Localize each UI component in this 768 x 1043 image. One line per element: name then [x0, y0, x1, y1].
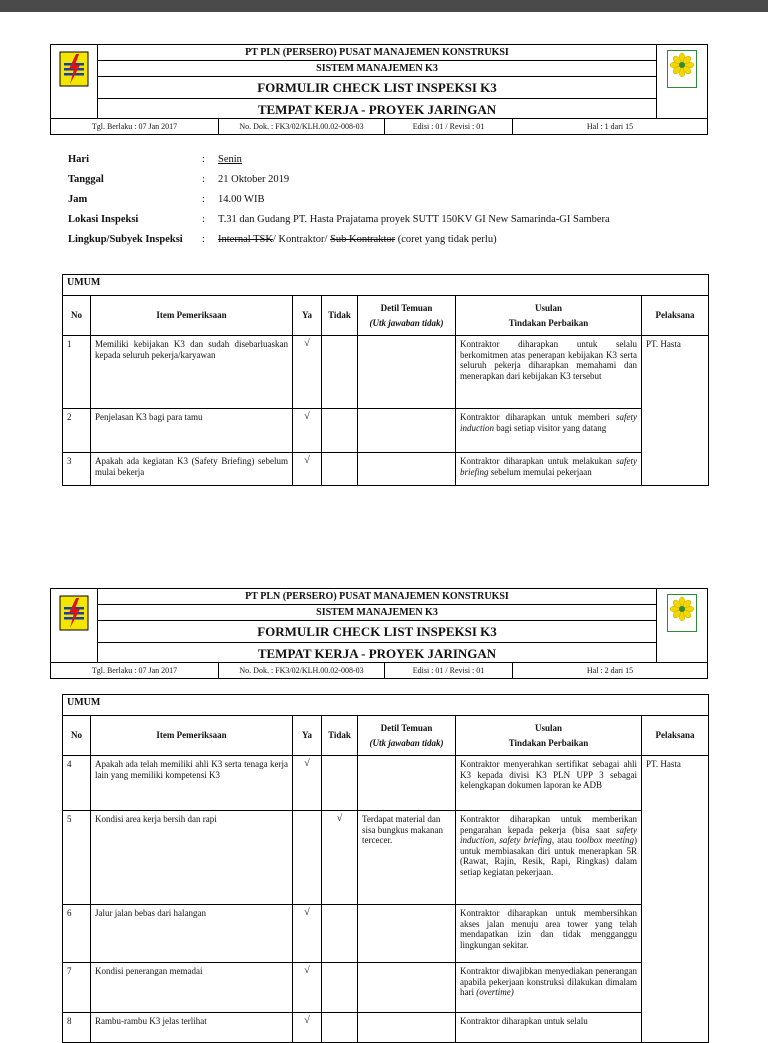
- row-item: Jalur jalan bebas dari halangan: [91, 905, 293, 963]
- header-edisi: Edisi : 01 / Revisi : 01: [385, 119, 513, 134]
- row-detil: [358, 409, 456, 453]
- row-usulan: [456, 453, 642, 486]
- row-no: 8: [63, 1013, 91, 1043]
- row-detil: [358, 756, 456, 811]
- row-no: 1: [63, 336, 91, 409]
- row-ya-check: √: [293, 963, 322, 1013]
- pln-logo: [51, 589, 98, 662]
- info-row-lokasi: [68, 210, 610, 230]
- colon: :: [202, 214, 205, 225]
- row-ya-check: √: [293, 336, 322, 409]
- row-ya-check: √: [293, 453, 322, 486]
- row-no: 5: [63, 811, 91, 905]
- header-hal: Hal : 2 dari 15: [586, 666, 634, 675]
- lingkup-kontraktor: / Kontraktor/: [272, 234, 331, 245]
- row-ya: [293, 811, 322, 905]
- colon: :: [202, 194, 205, 205]
- col-no: No: [63, 716, 91, 756]
- row-usulan: Kontraktor diharapkan untuk membersihkan akses jalan menuju area tower yang telah mendapatkan izin dan tidak mengganggu lingkungan sekitar.: [456, 905, 642, 963]
- row-usulan: Kontraktor diharapkan untuk selalu: [456, 1013, 642, 1043]
- row-tidak: [322, 963, 358, 1013]
- row-no: 6: [63, 905, 91, 963]
- hari-label: Hari: [68, 154, 89, 165]
- usulan-italic: safety induction: [460, 412, 637, 433]
- col-tidak: Tidak: [322, 716, 358, 756]
- colon: :: [202, 154, 205, 165]
- table-row: [63, 1013, 709, 1043]
- hari-value: Senin: [218, 154, 242, 165]
- table-row: [63, 811, 709, 905]
- document-header-page1: [50, 44, 708, 135]
- row-pelaksana: PT. Hasta: [642, 336, 709, 486]
- usulan-italic: safety briefing: [460, 456, 637, 477]
- row-item: Kondisi area kerja bersih dan rapi: [91, 811, 293, 905]
- usulan-italic: (overtime): [476, 987, 514, 997]
- col-usulan-label: Usulan: [534, 723, 562, 733]
- header-org: PT PLN (PERSERO) PUSAT MANAJEMEN KONSTRUKSI: [98, 589, 656, 605]
- row-ya-check: √: [293, 1013, 322, 1043]
- section-row: [63, 275, 709, 296]
- row-tidak: [322, 336, 358, 409]
- col-usulan-sub: Tindakan Perbaikan: [508, 317, 589, 328]
- row-detil: [358, 963, 456, 1013]
- col-ya: Ya: [293, 716, 322, 756]
- header-form-title: FORMULIR CHECK LIST INSPEKSI K3: [98, 77, 656, 99]
- info-row-hari: [68, 150, 610, 170]
- colon: :: [202, 234, 205, 245]
- usulan-text: Kontraktor diharapkan untuk melakukan: [460, 456, 616, 466]
- smk3-logo: [656, 589, 707, 662]
- row-no: 7: [63, 963, 91, 1013]
- usulan-text: Kontraktor diwajibkan menyediakan penerangan apabila pekerjaan konstruksi dilakukan dimalam hari: [460, 966, 637, 997]
- usulan-text: Kontraktor diharapkan untuk memberi: [460, 412, 616, 422]
- column-header-row: [63, 716, 709, 756]
- tanggal-value: 21 Oktober 2019: [218, 174, 290, 185]
- tanggal-label: Tanggal: [68, 174, 104, 185]
- row-item: Apakah ada telah memiliki ahli K3 serta tenaga kerja lain yang memiliki kompetensi K3: [91, 756, 293, 811]
- row-tidak-check: √: [322, 811, 358, 905]
- col-detil: [358, 296, 456, 336]
- row-usulan: Kontraktor menyerahkan sertifikat sebagai ahli K3 kepada divisi K3 PLN UPP 3 sebagai kelengkapan dokumen laporan ke ADB: [456, 756, 642, 811]
- document-header-page2: [50, 588, 708, 679]
- row-ya-check: √: [293, 905, 322, 963]
- col-tidak: Tidak: [322, 296, 358, 336]
- inspection-info: [68, 150, 610, 250]
- header-edisi: Edisi : 01 / Revisi : 01: [385, 663, 513, 678]
- lokasi-value: T.31 dan Gudang PT. Hasta Prajatama proyek SUTT 150KV GI New Samarinda-GI Sambera: [218, 214, 610, 225]
- lingkup-label: Lingkup/Subyek Inspeksi: [68, 234, 183, 245]
- pln-logo: [51, 45, 98, 118]
- col-ya: Ya: [293, 296, 322, 336]
- row-item: Penjelasan K3 bagi para tamu: [91, 409, 293, 453]
- usulan-italic: toolbox meeting: [575, 835, 634, 845]
- header-location-title: TEMPAT KERJA - PROYEK JARINGAN: [257, 646, 497, 661]
- usulan-text: atau: [554, 835, 576, 845]
- row-tidak: [322, 409, 358, 453]
- col-usulan-sub: Tindakan Perbaikan: [508, 737, 589, 748]
- header-system: SISTEM MANAJEMEN K3: [98, 61, 656, 77]
- lingkup-sub-struck: Sub Kontraktor: [330, 234, 396, 245]
- col-usulan-label: Usulan: [534, 303, 562, 313]
- row-usulan: [456, 811, 642, 905]
- lokasi-label: Lokasi Inspeksi: [68, 214, 139, 225]
- row-item: Apakah ada kegiatan K3 (Safety Briefing) sebelum mulai bekerja: [91, 453, 293, 486]
- row-detil: [358, 453, 456, 486]
- info-row-lingkup: [68, 230, 610, 250]
- pln-logo-icon: [59, 595, 89, 631]
- col-detil: [358, 716, 456, 756]
- checklist-table-page2: [62, 694, 709, 1043]
- section-umum: UMUM: [63, 275, 709, 296]
- header-tgl-berlaku: Tgl. Berlaku : 07 Jan 2017: [51, 119, 219, 134]
- header-form-title: FORMULIR CHECK LIST INSPEKSI K3: [98, 621, 656, 643]
- smk3-flower-icon: [667, 594, 697, 632]
- col-detil-label: Detil Temuan: [380, 723, 433, 733]
- row-detil: [358, 1013, 456, 1043]
- row-item: Kondisi penerangan memadai: [91, 963, 293, 1013]
- lingkup-note: (coret yang tidak perlu): [395, 234, 497, 245]
- lingkup-internal-struck: Internal TSK: [218, 234, 273, 245]
- row-no: 2: [63, 409, 91, 453]
- row-detil: [358, 905, 456, 963]
- table-row: [63, 336, 709, 409]
- table-row: [63, 905, 709, 963]
- row-usulan: Kontraktor diharapkan untuk selalu berkomitmen atas penerapan kebijakan K3 serta seluruh pekerja diharapkan memahami dan menerapkan dari kebijakan K3 tersebut: [456, 336, 642, 409]
- usulan-text: sebelum memulai pekerjaan: [488, 466, 592, 477]
- col-item: Item Pemeriksaan: [91, 296, 293, 336]
- row-ya-check: √: [293, 409, 322, 453]
- col-no: No: [63, 296, 91, 336]
- usulan-text: ) untuk membiasakan diri untuk menerapkan 5R (Rawat, Rajin, Resik, Rapi, Ringkas) dalam setiap kegiatan pekerjaan.: [460, 835, 637, 877]
- pln-logo-icon: [59, 51, 89, 87]
- row-detil: [358, 336, 456, 409]
- header-location-title: TEMPAT KERJA - PROYEK JARINGAN: [257, 102, 497, 117]
- header-org: PT PLN (PERSERO) PUSAT MANAJEMEN KONSTRUKSI: [98, 45, 656, 61]
- info-row-tanggal: [68, 170, 610, 190]
- header-hal: Hal : 1 dari 15: [586, 122, 634, 131]
- col-detil-label: Detil Temuan: [380, 303, 433, 313]
- section-umum: UMUM: [63, 695, 709, 716]
- table-row: [63, 409, 709, 453]
- page-top-bar: [0, 0, 768, 12]
- col-detil-sub: (Utk jawaban tidak): [369, 737, 444, 748]
- checklist-table-page1: [62, 274, 709, 486]
- smk3-flower-icon: [667, 50, 697, 88]
- info-row-jam: [68, 190, 610, 210]
- row-item: Rambu-rambu K3 jelas terlihat: [91, 1013, 293, 1043]
- usulan-text: Kontraktor diharapkan untuk memberikan pengarahan kepada pekerja (bisa saat: [460, 814, 637, 835]
- row-tidak: [322, 905, 358, 963]
- row-detil: Terdapat material dan sisa bungkus makanan tercecer.: [358, 811, 456, 905]
- table-row: [63, 453, 709, 486]
- col-usulan: [456, 296, 642, 336]
- table-row: [63, 756, 709, 811]
- header-system: SISTEM MANAJEMEN K3: [98, 605, 656, 621]
- row-tidak: [322, 756, 358, 811]
- colon: :: [202, 174, 205, 185]
- jam-label: Jam: [68, 194, 88, 205]
- section-row: [63, 695, 709, 716]
- row-pelaksana: PT. Hasta: [642, 756, 709, 1043]
- col-item: Item Pemeriksaan: [91, 716, 293, 756]
- row-tidak: [322, 453, 358, 486]
- col-pelaksana: Pelaksana: [642, 296, 709, 336]
- col-usulan: [456, 716, 642, 756]
- row-usulan: [456, 963, 642, 1013]
- usulan-italic: safety induction, safety briefing,: [460, 824, 637, 845]
- row-no: 4: [63, 756, 91, 811]
- usulan-text: bagi setiap visitor yang datang: [494, 422, 607, 433]
- row-tidak: [322, 1013, 358, 1043]
- column-header-row: [63, 296, 709, 336]
- lingkup-value: [218, 230, 497, 250]
- row-usulan: [456, 409, 642, 453]
- header-no-dok: No. Dok. : FK3/02/KLH.00.02-008-03: [219, 663, 385, 678]
- col-pelaksana: Pelaksana: [642, 716, 709, 756]
- row-no: 3: [63, 453, 91, 486]
- table-row: [63, 963, 709, 1013]
- smk3-logo: [656, 45, 707, 118]
- col-detil-sub: (Utk jawaban tidak): [369, 317, 444, 328]
- header-no-dok: No. Dok. : FK3/02/KLH.00.02-008-03: [219, 119, 385, 134]
- row-ya-check: √: [293, 756, 322, 811]
- row-item: Memiliki kebijakan K3 dan sudah disebarluaskan kepada seluruh pekerja/karyawan: [91, 336, 293, 409]
- jam-value: 14.00 WIB: [218, 194, 265, 205]
- header-tgl-berlaku: Tgl. Berlaku : 07 Jan 2017: [51, 663, 219, 678]
